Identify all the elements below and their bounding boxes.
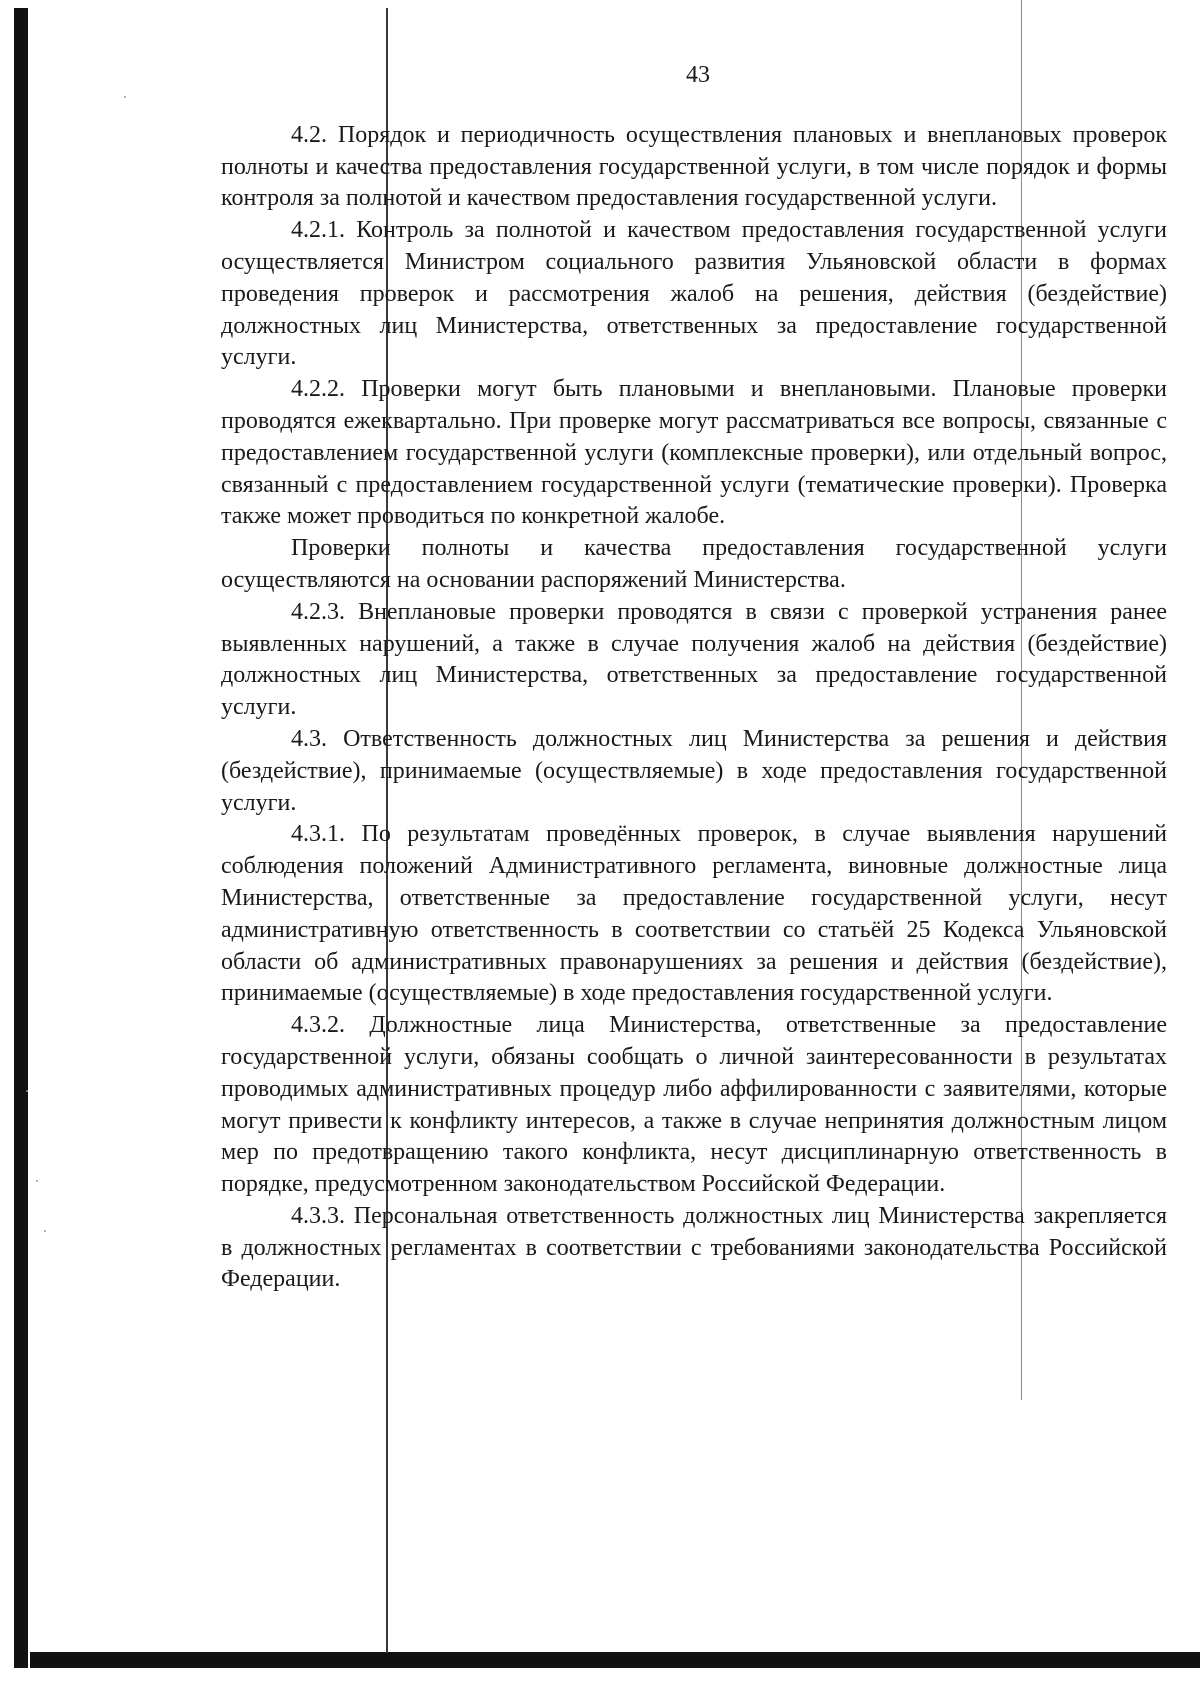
scan-edge-bottom: [30, 1652, 1200, 1668]
paragraph: Проверки полноты и качества предоставления государственной услуги осуществляются на основании распоряжений Министерства.: [221, 535, 1167, 593]
scan-edge-left: [14, 8, 28, 1668]
scan-speck: [44, 1230, 46, 1232]
paragraph: 4.2.1. Контроль за полнотой и качеством предоставления государственной услуги осуществляется Министром социального развития Ульяновской области в формах проведения проверок и рассмотрения жалоб на решения, действия (бездействие) должностных лиц Министерства, ответственных за предоставление государственной услуги.: [221, 217, 1167, 371]
page-number: 43: [686, 62, 710, 88]
paragraph: 4.2.3. Внеплановые проверки проводятся в связи с проверкой устранения ранее выявленных нарушений, а также в случае получения жалоб на действия (бездействие) должностных лиц Министерства, ответственных за предоставление государственной услуги.: [221, 598, 1167, 721]
scan-speck: [26, 1090, 28, 1092]
scan-speck: [36, 1180, 38, 1182]
paragraph: 4.3.1. По результатам проведённых проверок, в случае выявления нарушений соблюдения положений Административного регламента, виновные должностные лица Министерства, ответственные за предоставление государственной услуги, несут административную ответственность в соответствии со статьёй 25 Кодекса Ульяновской области об административных правонарушениях за решения и действия (бездействие), принимаемые (осуществляемые) в ходе предоставления государственной услуги.: [221, 821, 1167, 1007]
scan-speck: [124, 96, 126, 98]
paragraph: 4.2.2. Проверки могут быть плановыми и внеплановыми. Плановые проверки проводятся ежеквартально. При проверке могут рассматриваться все вопросы, связанные с предоставлением государственной услуги (комплексные проверки), или отдельный вопрос, связанный с предоставлением государственной услуги (тематические проверки). Проверка также может проводиться по конкретной жалобе.: [221, 376, 1167, 530]
paragraph: 4.3. Ответственность должностных лиц Министерства за решения и действия (бездействие), принимаемые (осуществляемые) в ходе предоставления государственной услуги.: [221, 725, 1167, 816]
document-page: [221, 60, 1167, 1296]
paragraph: 4.2. Порядок и периодичность осуществления плановых и внеплановых проверок полноты и качества предоставления государственной услуги, в том числе порядок и формы контроля за полнотой и качеством предоставления государственной услуги.: [221, 121, 1167, 212]
paragraph: 4.3.3. Персональная ответственность должностных лиц Министерства закрепляется в должностных регламентах в соответствии с требованиями законодательства Российской Федерации.: [221, 1202, 1167, 1293]
paragraph: 4.3.2. Должностные лица Министерства, ответственные за предоставление государственной услуги, обязаны сообщать о личной заинтересованности в результатах проводимых административных процедур либо аффилированности с заявителями, которые могут привести к конфликту интересов, а также в случае непринятия должностным лицом мер по предотвращению такого конфликта, несут дисциплинарную ответственность в порядке, предусмотренном законодательством Российской Федерации.: [221, 1012, 1167, 1198]
